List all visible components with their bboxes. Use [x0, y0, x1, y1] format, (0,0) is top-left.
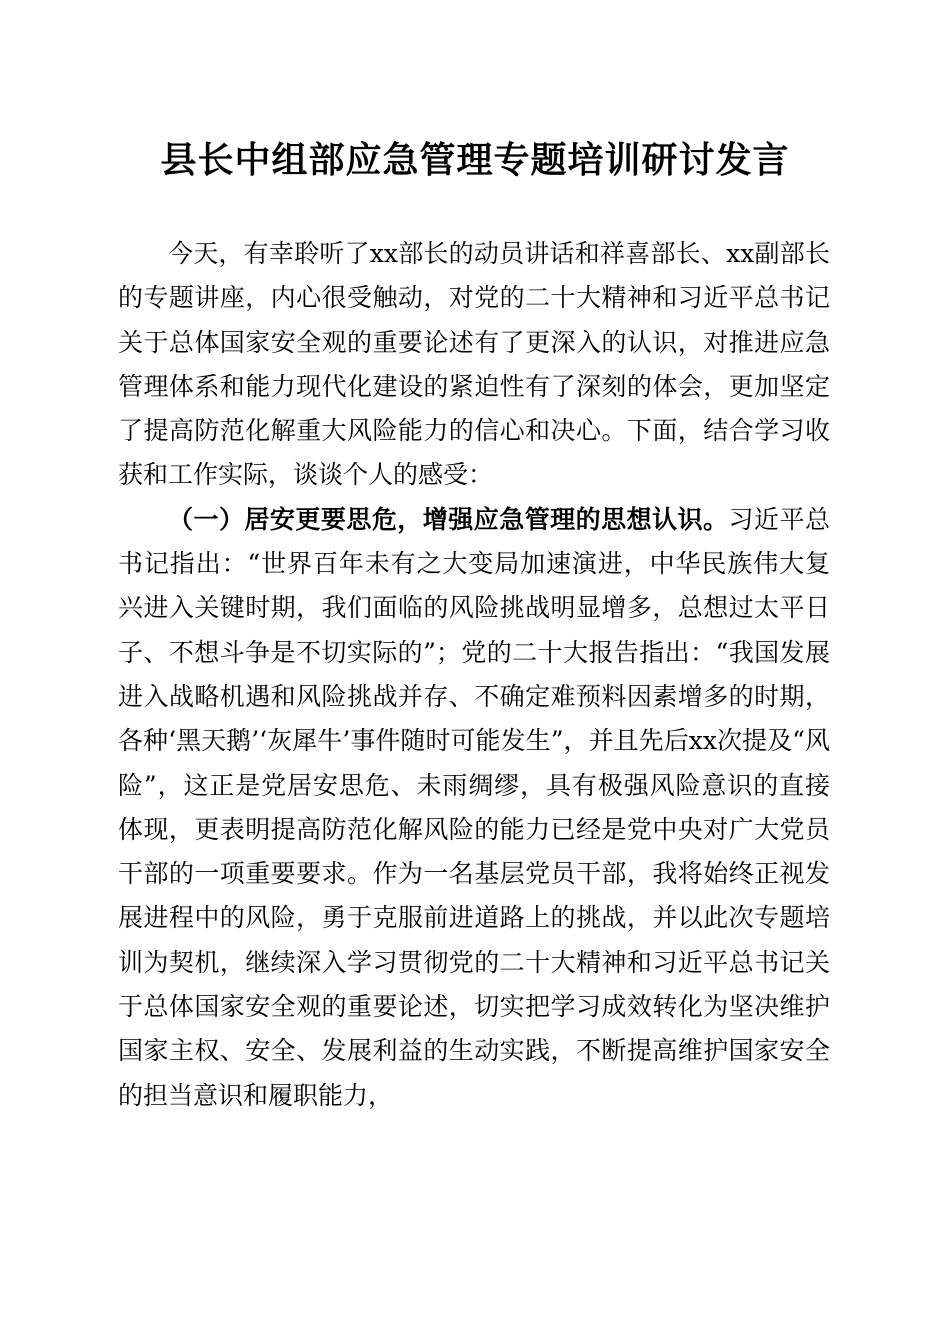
section-1-body: 习近平总书记指出：“世界百年未有之大变局加速演进，中华民族伟大复兴进入关键时期，我们面临的风险挑战明显增多，总想过太平日子、不想斗争是不切实际的”；党的二十大报告指出：“我国发展进入战略机遇和风险挑战并存、不确定难预料因素增多的时期，各种‘黑天鹅’‘灰犀牛’事件随时可能发生”，并且先后xx次提及“风险”，这正是党居安思危、未雨绸缪，具有极强风险意识的直接体现，更表明提高防范化解风险的能力已经是党中央对广大党员干部的一项重要要求。作为一名基层党员干部，我将始终正视发展进程中的风险，勇于克服前进道路上的挑战，并以此次专题培训为契机，继续深入学习贯彻党的二十大精神和习近平总书记关于总体国家安全观的重要论述，切实把学习成效转化为坚决维护国家主权、安全、发展利益的生动实践，不断提高维护国家安全的担当意识和履职能力， — [118, 504, 830, 1110]
document-title: 县长中组部应急管理专题培训研讨发言 — [160, 139, 790, 181]
section-1-paragraph — [118, 498, 830, 1118]
intro-paragraph: 今天，有幸聆听了xx部长的动员讲话和祥喜部长、xx副部长的专题讲座，内心很受触动，对党的二十大精神和习近平总书记关于总体国家安全观的重要论述有了更深入的认识，对推进应急管理体系和能力现代化建设的紧迫性有了深刻的体会，更加坚定了提高防范化解重大风险能力的信心和决心。下面，结合学习收获和工作实际，谈谈个人的感受： — [118, 239, 830, 490]
section-1-heading: （一）居安更要思危，增强应急管理的思想认识。 — [168, 504, 729, 534]
document-body — [118, 232, 830, 1118]
